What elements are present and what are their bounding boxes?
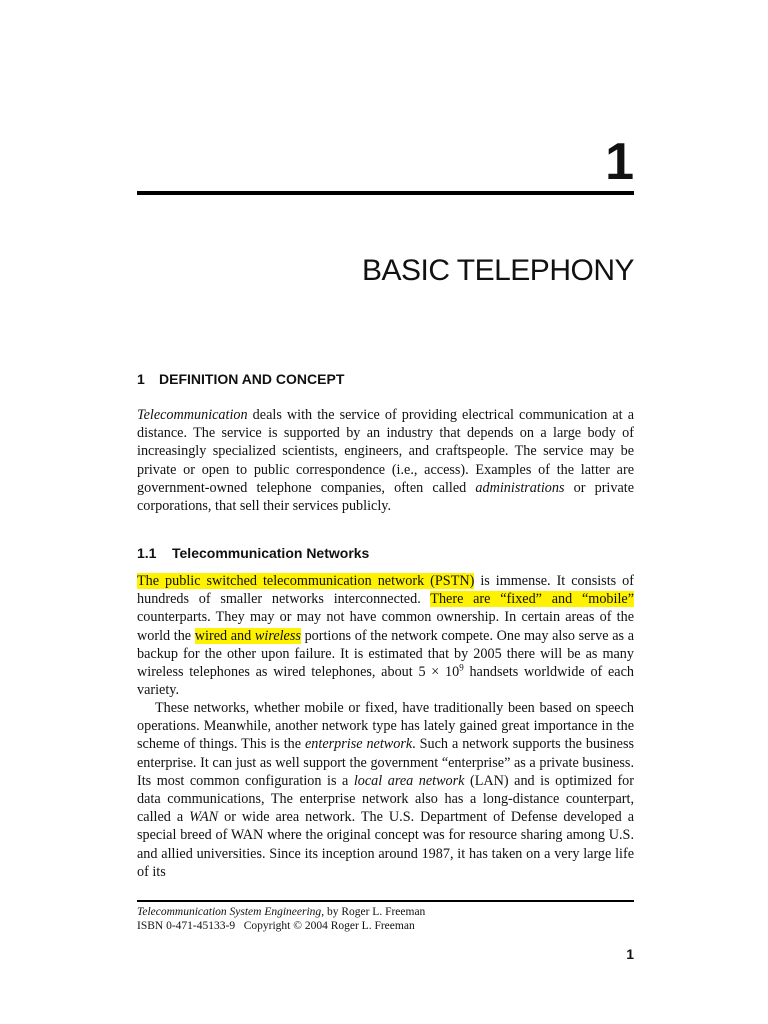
term-lan: local area network bbox=[353, 772, 465, 789]
chapter-number: 1 bbox=[605, 133, 634, 191]
paragraph-text: deals with the service of providing electrical communication at a distance. The service is supported by an industry that depends on a large body of increasingly specialized scientists, engineers, and craftspeople. The service may be private or open to public correspondence (i.e., access). Examples of the latter are government-owned telephone companies, often called bbox=[137, 407, 634, 496]
paragraph-enterprise bbox=[137, 699, 634, 881]
paragraph-text: or private corporations, that sell their services publicly. bbox=[137, 479, 634, 515]
paragraph-text: (LAN) and is optimized for data communications, The enterprise network also has a long-distance counterpart, called a bbox=[137, 772, 634, 826]
paragraph-text: These networks, whether mobile or fixed, have traditionally been based on speech operations. Meanwhile, another network type has lately gained great importance in the scheme of things. This is the bbox=[137, 700, 634, 753]
footnote-rule bbox=[137, 900, 634, 902]
highlight-wired-wireless bbox=[195, 628, 301, 644]
subsection-heading bbox=[137, 545, 369, 561]
term-telecommunication: Telecommunication bbox=[137, 407, 248, 423]
paragraph-text: counterparts. They may or may not have common ownership. In certain areas of the world the bbox=[137, 609, 634, 644]
subsection-title: Telecommunication Networks bbox=[172, 545, 370, 561]
footnote bbox=[137, 905, 425, 933]
highlight-fixed-mobile: There are “fixed” and “mobile” bbox=[430, 591, 635, 608]
paragraph-definition bbox=[137, 406, 634, 515]
term-wireless: wireless bbox=[254, 627, 301, 644]
isbn: ISBN 0-471-45133-9 bbox=[137, 920, 236, 932]
term-enterprise-network: enterprise network bbox=[304, 736, 413, 753]
section-number: 1 bbox=[137, 371, 145, 387]
paragraph-text: portions of the network compete. One may also serve as a backup for the other upon failure. It is estimated that by 2005 there will be as many wireless telephones as wired telephones, about 5 × 10 bbox=[137, 627, 634, 681]
subsection-number: 1.1 bbox=[137, 545, 157, 561]
section-heading bbox=[137, 371, 344, 387]
author: , by Roger L. Freeman bbox=[321, 906, 426, 918]
paragraph-text: handsets worldwide of each variety. bbox=[137, 664, 634, 699]
section-title: DEFINITION AND CONCEPT bbox=[159, 371, 345, 387]
highlight-pstn: The public switched telecommunication network (PSTN) bbox=[137, 573, 475, 589]
exponent: 9 bbox=[459, 662, 464, 673]
footnote-line-1 bbox=[137, 905, 425, 919]
highlight-text: wired and bbox=[194, 627, 255, 644]
paragraph-text: or wide area network. The U.S. Department of Defense developed a special breed of WAN where the original concept was for resource sharing among U.S. and allied universities. Since its inception around 1987, it has taken on a very large life of its bbox=[137, 809, 634, 880]
book-title: Telecommunication System Engineering bbox=[137, 906, 322, 918]
document-page bbox=[137, 0, 634, 1024]
chapter-rule bbox=[137, 191, 634, 195]
paragraph-text: . Such a network supports the business enterprise. It can just as well support the government “enterprise” as a private business. Its most common configuration is a bbox=[137, 736, 634, 789]
term-administrations: administrations bbox=[475, 479, 565, 496]
paragraph-networks bbox=[137, 572, 634, 699]
term-wan: WAN bbox=[189, 809, 219, 826]
page-number: 1 bbox=[626, 946, 634, 962]
paragraph-text: is immense. It consists of hundreds of smaller networks interconnected. bbox=[137, 573, 634, 608]
chapter-title: BASIC TELEPHONY bbox=[361, 254, 634, 287]
footnote-line-2 bbox=[137, 919, 425, 933]
copyright: Copyright © 2004 Roger L. Freeman bbox=[243, 920, 415, 932]
